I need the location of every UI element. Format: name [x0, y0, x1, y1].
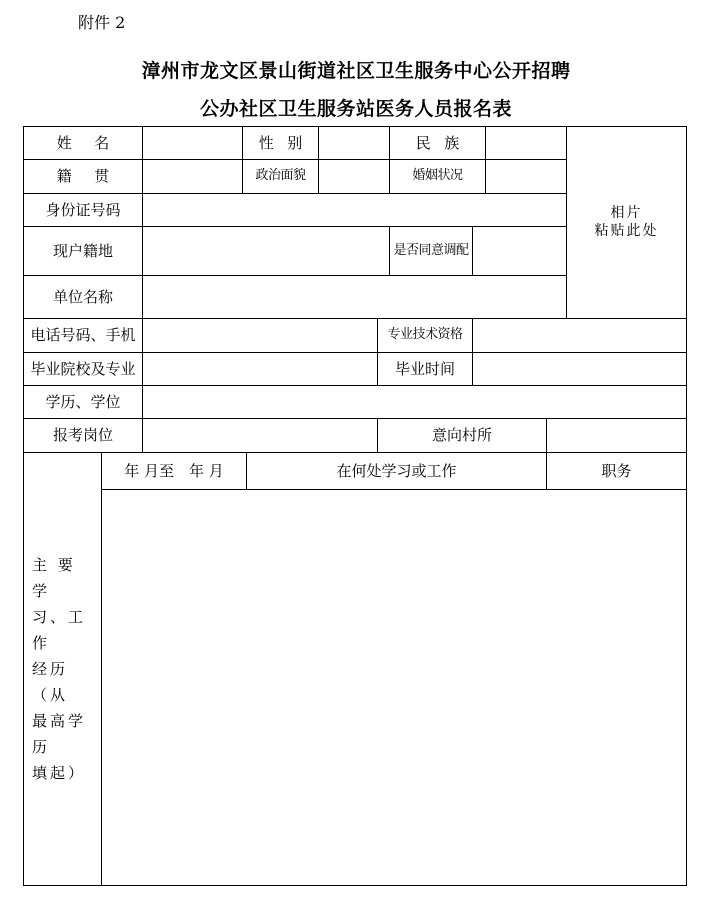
phone-label: 电话号码、手机	[23, 318, 143, 353]
registration-form-table	[23, 126, 687, 886]
id-number-field[interactable]	[142, 193, 567, 227]
ethnicity-label: 民族	[389, 126, 486, 160]
form-title-line2: 公办社区卫生服务站医务人员报名表	[199, 98, 512, 120]
history-label-line: 经历（从	[32, 660, 69, 704]
native-place-label: 籍贯	[23, 159, 143, 194]
employer-field[interactable]	[142, 275, 567, 319]
political-status-label: 政治面貌	[242, 159, 319, 194]
accept-transfer-field[interactable]	[472, 226, 567, 276]
phone-field[interactable]	[142, 318, 378, 353]
qualification-field[interactable]	[472, 318, 687, 353]
history-entry-area[interactable]	[101, 489, 687, 886]
gender-label: 性别	[242, 126, 319, 160]
history-col-role: 职务	[546, 452, 687, 490]
accept-transfer-label: 是否同意调配	[389, 226, 473, 276]
attachment-label: 附件 2	[78, 13, 126, 32]
photo-label-line2: 粘贴此处	[594, 222, 659, 239]
name-label: 姓名	[23, 126, 143, 160]
history-label-line: 最高学历	[32, 712, 87, 756]
history-col-where: 在何处学习或工作	[246, 452, 547, 490]
native-place-field[interactable]	[142, 159, 243, 194]
position-label: 报考岗位	[23, 418, 143, 453]
ethnicity-field[interactable]	[485, 126, 567, 160]
employer-label: 单位名称	[23, 275, 143, 319]
village-field[interactable]	[546, 418, 687, 453]
school-major-label: 毕业院校及专业	[23, 352, 143, 386]
position-field[interactable]	[142, 418, 378, 453]
id-number-label: 身份证号码	[23, 193, 143, 227]
gender-field[interactable]	[318, 126, 390, 160]
marital-status-label: 婚姻状况	[389, 159, 486, 194]
history-label-text	[32, 552, 97, 786]
history-section-label	[23, 452, 102, 886]
education-field[interactable]	[142, 385, 687, 419]
village-label: 意向村所	[377, 418, 547, 453]
grad-time-label: 毕业时间	[377, 352, 473, 386]
name-field[interactable]	[142, 126, 243, 160]
history-label-line: 习、工作	[32, 608, 87, 652]
marital-status-field[interactable]	[485, 159, 567, 194]
grad-time-field[interactable]	[472, 352, 687, 386]
photo-area	[566, 126, 687, 319]
history-col-period: 年 月至 年 月	[101, 452, 247, 490]
history-label-line: 填起）	[32, 764, 87, 782]
photo-label-line1: 相片	[610, 205, 643, 221]
qualification-label: 专业技术资格	[377, 318, 473, 353]
political-status-field[interactable]	[318, 159, 390, 194]
residence-label: 现户籍地	[23, 226, 143, 276]
residence-field[interactable]	[142, 226, 390, 276]
history-label-line: 主 要 学	[32, 556, 76, 600]
education-label: 学历、学位	[23, 385, 143, 419]
form-title-line1: 漳州市龙文区景山街道社区卫生服务中心公开招聘	[141, 60, 571, 82]
school-major-field[interactable]	[142, 352, 378, 386]
